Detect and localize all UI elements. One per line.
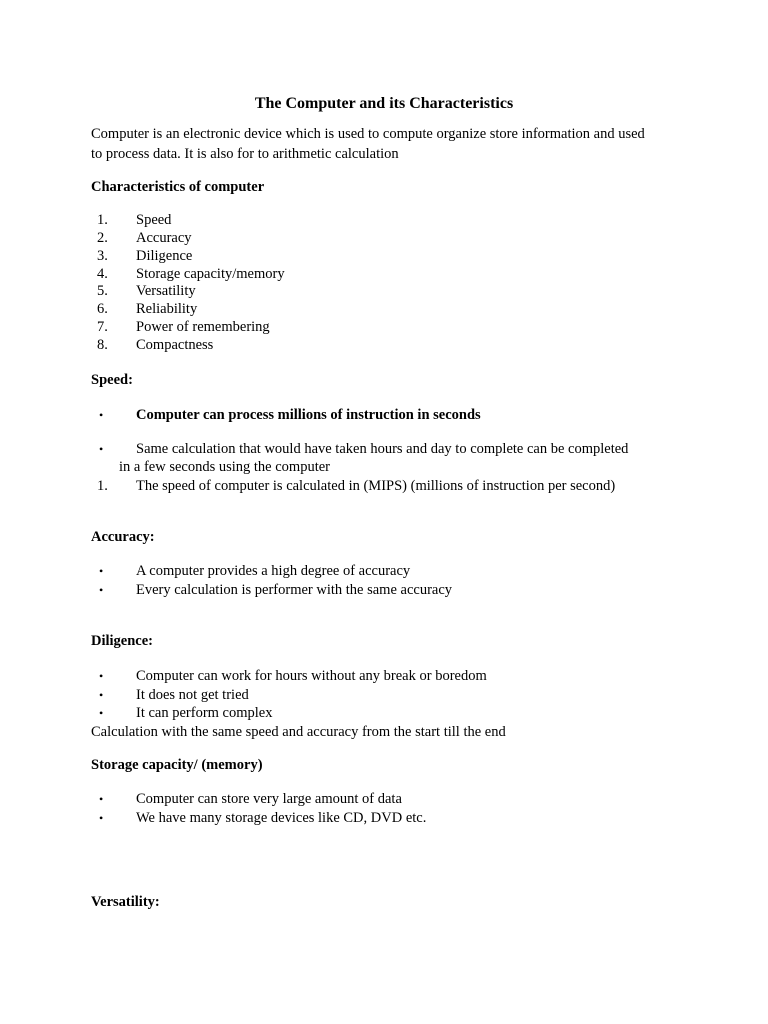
list-item-text: A computer provides a high degree of accuracy [136, 563, 411, 579]
list-item-text: Computer can process millions of instruction in seconds [136, 407, 481, 423]
bullet-icon: • [99, 811, 104, 825]
list-item [91, 265, 711, 283]
bullet-icon: • [99, 706, 104, 720]
list-number: 1. [97, 212, 108, 228]
list-item [91, 809, 711, 827]
list-item [91, 282, 711, 300]
bullet-icon: • [99, 442, 104, 456]
list-number: 3. [97, 248, 108, 264]
list-item [91, 704, 711, 722]
list-item-text: Accuracy [136, 230, 192, 246]
list-number: 1. [97, 478, 108, 494]
list-item-text: It does not get tried [136, 687, 249, 703]
list-item [91, 229, 711, 247]
list-item [91, 406, 711, 424]
list-item-continuation: in a few seconds using the computer [119, 459, 331, 475]
list-item-text: Speed [136, 212, 172, 228]
list-item [91, 581, 711, 599]
list-item [91, 440, 711, 458]
list-item-text: Reliability [136, 301, 198, 317]
list-item [91, 300, 711, 318]
list-number: 2. [97, 230, 108, 246]
bullet-icon: • [99, 688, 104, 702]
bullet-icon: • [99, 792, 104, 806]
storage-heading: Storage capacity/ (memory) [91, 757, 263, 773]
intro-line-2: to process data. It is also for to arithmetic calculation [91, 146, 399, 162]
list-item-text: The speed of computer is calculated in (MIPS) (millions of instruction per second) [136, 478, 616, 494]
list-number: 5. [97, 283, 108, 299]
list-item-text: Every calculation is performer with the same accuracy [136, 582, 453, 598]
list-item [91, 790, 711, 808]
list-item-text: Computer can work for hours without any break or boredom [136, 668, 487, 684]
list-item-text: Versatility [136, 283, 196, 299]
accuracy-heading: Accuracy: [91, 529, 155, 545]
list-item [91, 336, 711, 354]
intro-line-1: Computer is an electronic device which is used to compute organize store information and used [91, 126, 645, 142]
list-number: 4. [97, 266, 108, 282]
diligence-heading: Diligence: [91, 633, 154, 649]
list-item [91, 667, 711, 685]
list-item [91, 211, 711, 229]
list-number: 8. [97, 337, 108, 353]
list-item [91, 247, 711, 265]
diligence-continuation: Calculation with the same speed and accuracy from the start till the end [91, 724, 506, 740]
list-item-text: Power of remembering [136, 319, 270, 335]
list-item-text: Computer can store very large amount of data [136, 791, 402, 807]
page-title: The Computer and its Characteristics [254, 95, 514, 112]
list-item [91, 318, 711, 336]
versatility-heading: Versatility: [91, 894, 160, 910]
list-item [91, 686, 711, 704]
bullet-icon: • [99, 669, 104, 683]
bullet-icon: • [99, 408, 104, 422]
bullet-icon: • [99, 564, 104, 578]
bullet-icon: • [99, 583, 104, 597]
list-item-text: Compactness [136, 337, 214, 353]
list-number: 6. [97, 301, 108, 317]
characteristics-heading: Characteristics of computer [91, 179, 265, 195]
list-item-text: We have many storage devices like CD, DVD etc. [136, 810, 427, 826]
list-item-text: Diligence [136, 248, 193, 264]
list-item-text: Storage capacity/memory [136, 266, 285, 282]
list-item [91, 477, 711, 495]
speed-heading: Speed: [91, 372, 133, 388]
list-item [91, 562, 711, 580]
list-item-text: Same calculation that would have taken hours and day to complete can be completed [136, 441, 629, 457]
list-number: 7. [97, 319, 108, 335]
list-item-text: It can perform complex [136, 705, 273, 721]
